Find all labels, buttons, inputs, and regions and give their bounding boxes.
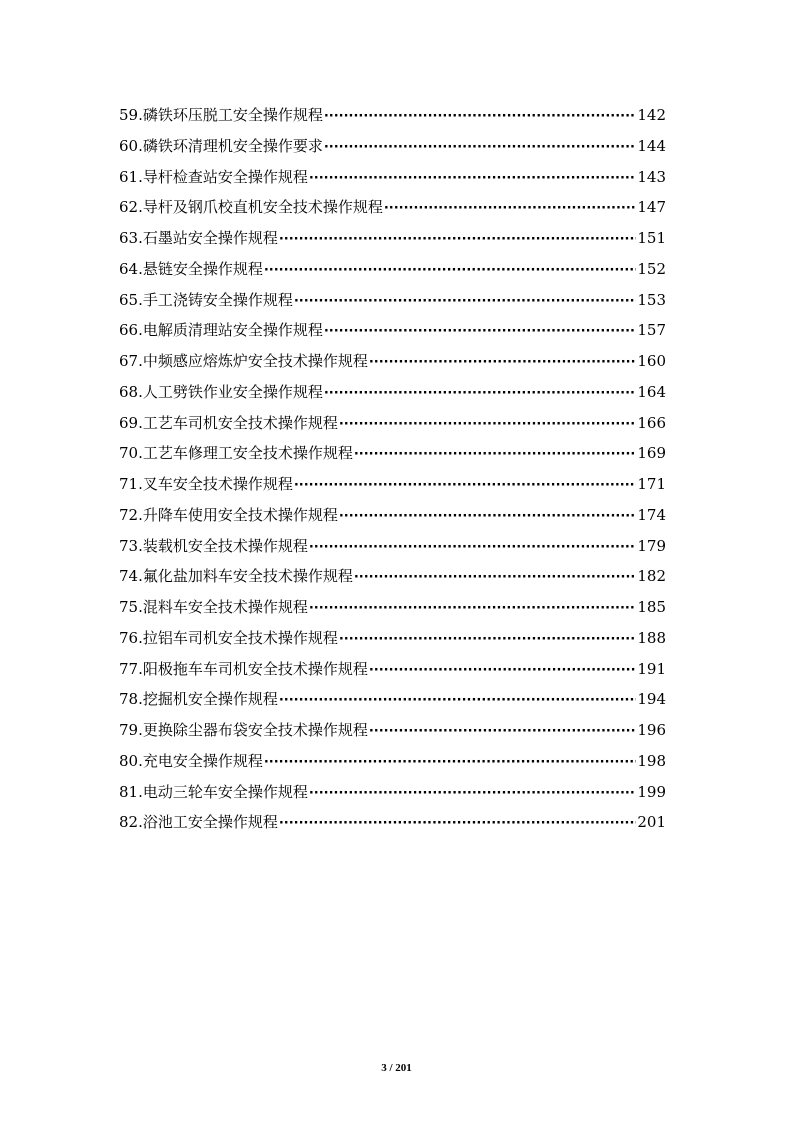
toc-dot-leader bbox=[309, 166, 637, 190]
toc-dot-leader bbox=[294, 473, 637, 497]
toc-entry-title[interactable]: 60.磷铁环清理机安全操作要求 bbox=[119, 136, 323, 155]
toc-dot-leader bbox=[369, 719, 637, 743]
toc-entry[interactable] bbox=[119, 504, 666, 535]
page-number-indicator: 3 / 201 bbox=[381, 1062, 412, 1074]
toc-entry-title[interactable]: 80.充电安全操作规程 bbox=[119, 751, 263, 770]
toc-entry-page-number[interactable]: 191 bbox=[637, 659, 666, 678]
toc-dot-leader bbox=[324, 135, 637, 159]
toc-entry[interactable] bbox=[119, 258, 666, 289]
toc-dot-leader bbox=[369, 658, 637, 682]
toc-dot-leader bbox=[369, 350, 637, 374]
toc-entry-page-number[interactable]: 157 bbox=[637, 321, 666, 340]
toc-entry-page-number[interactable]: 174 bbox=[637, 505, 666, 524]
toc-entry-page-number[interactable]: 160 bbox=[637, 352, 666, 370]
toc-entry-title[interactable]: 76.拉铝车司机安全技术操作规程 bbox=[119, 628, 338, 647]
toc-entry[interactable] bbox=[119, 750, 666, 781]
toc-entry[interactable] bbox=[119, 319, 666, 350]
toc-entry[interactable] bbox=[119, 781, 666, 812]
toc-dot-leader bbox=[324, 104, 637, 128]
toc-entry-page-number[interactable]: 194 bbox=[637, 690, 666, 709]
toc-entry[interactable] bbox=[119, 166, 666, 197]
toc-entry-page-number[interactable]: 171 bbox=[637, 475, 666, 493]
toc-dot-leader bbox=[309, 535, 637, 559]
toc-entry[interactable] bbox=[119, 135, 666, 166]
toc-entry-page-number[interactable]: 164 bbox=[637, 382, 666, 401]
toc-entry-page-number[interactable]: 152 bbox=[637, 259, 666, 278]
toc-entry[interactable] bbox=[119, 227, 666, 258]
toc-dot-leader bbox=[324, 381, 637, 405]
toc-dot-leader bbox=[309, 596, 637, 620]
toc-entry-page-number[interactable]: 182 bbox=[637, 567, 666, 586]
toc-dot-leader bbox=[354, 565, 637, 589]
toc-entry[interactable] bbox=[119, 381, 666, 412]
toc-entry[interactable] bbox=[119, 473, 666, 504]
toc-entry[interactable] bbox=[119, 350, 666, 381]
toc-entry[interactable] bbox=[119, 688, 666, 719]
toc-entry[interactable] bbox=[119, 627, 666, 658]
toc-dot-leader bbox=[279, 811, 637, 835]
toc-entry-title[interactable]: 78.挖掘机安全操作规程 bbox=[119, 690, 278, 709]
toc-dot-leader bbox=[279, 688, 637, 712]
toc-entry-page-number[interactable]: 188 bbox=[637, 628, 666, 647]
toc-entry-title[interactable]: 59.磷铁环压脱工安全操作规程 bbox=[119, 106, 323, 124]
toc-entry-page-number[interactable]: 142 bbox=[637, 106, 666, 124]
toc-dot-leader bbox=[339, 627, 637, 651]
toc-entry-title[interactable]: 75.混料车安全技术操作规程 bbox=[119, 598, 308, 616]
toc-entry-title[interactable]: 74.氟化盐加料车安全技术操作规程 bbox=[119, 567, 353, 586]
toc-entry-page-number[interactable]: 199 bbox=[637, 782, 666, 801]
toc-dot-leader bbox=[339, 412, 637, 436]
toc-entry-title[interactable]: 82.浴池工安全操作规程 bbox=[119, 813, 278, 832]
toc-entry-page-number[interactable]: 147 bbox=[637, 198, 666, 217]
toc-entry[interactable] bbox=[119, 811, 666, 842]
toc-entry-page-number[interactable]: 201 bbox=[637, 813, 666, 832]
toc-entry[interactable] bbox=[119, 535, 666, 566]
toc-dot-leader bbox=[339, 504, 637, 528]
toc-entry-title[interactable]: 62.导杆及钢爪校直机安全技术操作规程 bbox=[119, 198, 383, 217]
toc-entry-title[interactable]: 67.中频感应熔炼炉安全技术操作规程 bbox=[119, 352, 368, 370]
toc-entry-title[interactable]: 79.更换除尘器布袋安全技术操作规程 bbox=[119, 721, 368, 739]
toc-dot-leader bbox=[324, 319, 637, 343]
toc-entry[interactable] bbox=[119, 719, 666, 750]
toc-entry[interactable] bbox=[119, 104, 666, 135]
toc-entry-page-number[interactable]: 169 bbox=[637, 444, 666, 463]
toc-entry-title[interactable]: 65.手工浇铸安全操作规程 bbox=[119, 290, 293, 309]
toc-entry-title[interactable]: 66.电解质清理站安全操作规程 bbox=[119, 321, 323, 340]
toc-entry-title[interactable]: 64.悬链安全操作规程 bbox=[119, 259, 263, 278]
toc-entry-page-number[interactable]: 196 bbox=[637, 721, 666, 739]
toc-entry-page-number[interactable]: 144 bbox=[637, 136, 666, 155]
toc-entry[interactable] bbox=[119, 196, 666, 227]
toc-entry[interactable] bbox=[119, 596, 666, 627]
toc-entry-title[interactable]: 81.电动三轮车安全操作规程 bbox=[119, 782, 308, 801]
toc-entry-title[interactable]: 70.工艺车修理工安全技术操作规程 bbox=[119, 444, 353, 463]
table-of-contents bbox=[119, 104, 666, 842]
toc-entry-title[interactable]: 72.升降车使用安全技术操作规程 bbox=[119, 505, 338, 524]
toc-entry-title[interactable]: 77.阳极拖车车司机安全技术操作规程 bbox=[119, 659, 368, 678]
toc-entry[interactable] bbox=[119, 412, 666, 443]
toc-entry[interactable] bbox=[119, 565, 666, 596]
toc-entry-page-number[interactable]: 153 bbox=[637, 290, 666, 309]
toc-entry-title[interactable]: 71.叉车安全技术操作规程 bbox=[119, 475, 293, 493]
toc-entry-title[interactable]: 69.工艺车司机安全技术操作规程 bbox=[119, 413, 338, 432]
toc-entry-title[interactable]: 63.石墨站安全操作规程 bbox=[119, 229, 278, 247]
toc-entry-page-number[interactable]: 151 bbox=[637, 229, 666, 247]
toc-entry-title[interactable]: 68.人工劈铁作业安全操作规程 bbox=[119, 382, 323, 401]
toc-entry-page-number[interactable]: 198 bbox=[637, 751, 666, 770]
toc-dot-leader bbox=[384, 196, 637, 220]
toc-list bbox=[119, 104, 666, 842]
toc-entry[interactable] bbox=[119, 289, 666, 320]
toc-dot-leader bbox=[294, 289, 637, 313]
page-footer bbox=[0, 1062, 793, 1074]
toc-entry-page-number[interactable]: 143 bbox=[637, 167, 666, 186]
toc-entry[interactable] bbox=[119, 658, 666, 689]
toc-entry-page-number[interactable]: 185 bbox=[637, 598, 666, 616]
toc-dot-leader bbox=[264, 750, 637, 774]
toc-entry-page-number[interactable]: 179 bbox=[637, 536, 666, 555]
toc-dot-leader bbox=[279, 227, 637, 251]
toc-dot-leader bbox=[264, 258, 637, 282]
toc-entry[interactable] bbox=[119, 442, 666, 473]
toc-entry-title[interactable]: 61.导杆检查站安全操作规程 bbox=[119, 167, 308, 186]
toc-entry-page-number[interactable]: 166 bbox=[637, 413, 666, 432]
toc-dot-leader bbox=[309, 781, 637, 805]
toc-dot-leader bbox=[354, 442, 637, 466]
toc-entry-title[interactable]: 73.装载机安全技术操作规程 bbox=[119, 536, 308, 555]
